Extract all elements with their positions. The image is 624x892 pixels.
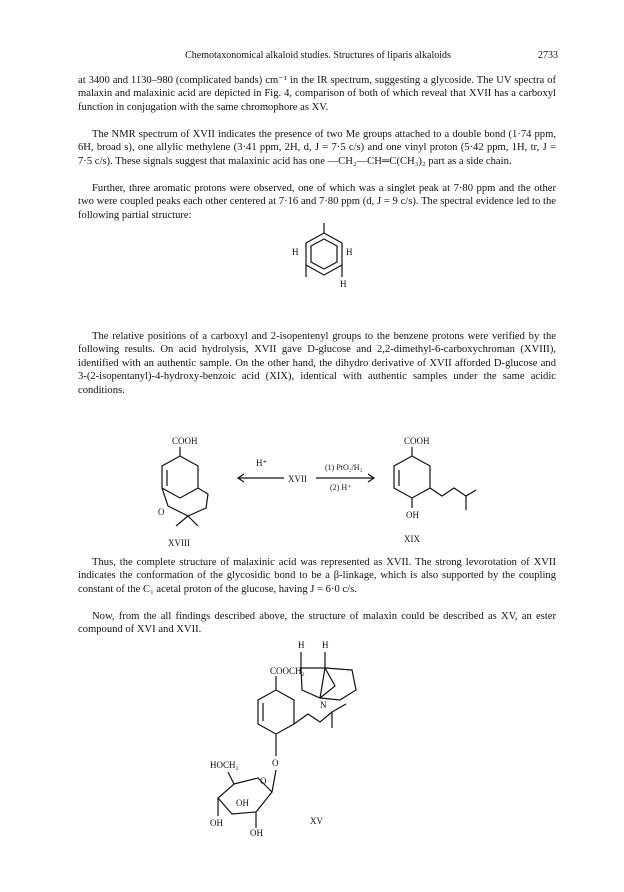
pyrrolidine-ring-b	[320, 668, 356, 700]
paragraph-malaxin: Now, from the all findings described above, the structure of malaxin could be described as XV, an ester compound of XVI and XVII.	[78, 611, 556, 636]
pyrrolidine-ring-a	[301, 668, 335, 698]
partial-structure-diagram	[280, 225, 370, 305]
glycosidic-oxygen-label: O	[272, 758, 279, 768]
ester-label: COOCH₂	[270, 666, 305, 676]
nitrogen-label: N	[320, 700, 327, 710]
hydroxyl-2-label: OH	[210, 818, 223, 828]
proton-label-left: H	[292, 247, 299, 257]
reaction-scheme-diagram	[120, 434, 520, 549]
acid-label: H⁺	[256, 458, 268, 468]
methyl-bond-1	[188, 516, 198, 526]
malaxin-structure-diagram	[180, 638, 440, 838]
compound-label-xv: XV	[310, 816, 323, 826]
page-number: 2733	[538, 50, 558, 61]
hydroxyl-1-label: OH	[236, 798, 249, 808]
paragraph-structure: Thus, the complete structure of malaxinic acid was represented as XVII. The strong levorotation of XVII indicates the conformation of the glycosidic bond to be a β-linkage, which is also supported by the coupling constant of the C₁ acetal proton of the glucose, having J = 6·0 c/s.	[78, 557, 556, 595]
isopentenyl-branch-1	[332, 704, 346, 712]
paragraph-aromatic: Further, three aromatic protons were observed, one of which was a singlet peak at 7·80 ppm and the other two were coupled peaks each other centered at 7·16 and 7·80 ppm (d, J = 9 c/s). The spectral evidence led to the following partial structure:	[78, 183, 556, 221]
paragraph-ir: at 3400 and 1130–980 (complicated bands) cm⁻¹ in the IR spectrum, suggesting a glycoside. The UV spectra of malaxin and malaxinic acid are depicted in Fig. 4, comparison of both of which reveal that XVII has a carboxyl function in conjugation with the same chromophore as XV.	[78, 75, 556, 113]
compound-label-xix: XIX	[404, 534, 420, 544]
starting-compound-label: XVII	[288, 474, 307, 484]
oh-right-label: OH	[406, 510, 419, 520]
proton-label-right: H	[346, 247, 353, 257]
bond-anomeric	[272, 770, 276, 792]
ring-oxygen-label: O	[260, 776, 267, 786]
proton-label-bottom: H	[340, 279, 347, 289]
cooh-right-label: COOH	[404, 436, 430, 446]
isopentyl-chain	[430, 488, 476, 496]
pyrrolizidine-h-b: H	[322, 640, 329, 650]
benzene-inner-ring	[311, 239, 337, 269]
o-left-label: O	[158, 507, 165, 517]
methyl-bond-2	[176, 516, 188, 526]
reagent-step-1: (1) PtO₂/H₂	[325, 463, 363, 472]
hydroxymethyl-label: HOCH₂	[210, 760, 239, 770]
running-title: Chemotaxonomical alkaloid studies. Structures of liparis alkaloids	[185, 50, 451, 61]
bond-hydroxymethyl	[228, 772, 234, 784]
reagent-step-2: (2) H⁺	[330, 483, 352, 492]
compound-label-xviii: XVIII	[168, 538, 190, 548]
paragraph-nmr: The NMR spectrum of XVII indicates the presence of two Me groups attached to a double bond (1·74 ppm, 6H, broad s), one allylic methylene (3·41 ppm, 2H, d, J = 7·5 c/s) and one vinyl proton (5·42 ppm, 1H, tr, J = 7·5 c/s). These signals suggest that malaxinic acid has one —CH₂—CH═C(CH₃)₂ part as a side chain.	[78, 129, 556, 167]
paragraph-hydrolysis: The relative positions of a carboxyl and 2-isopentenyl groups to the benzene protons were verified by the following results. On acid hydrolysis, XVII gave D-glucose and 2,2-dimethyl-6-carboxychroman (XVIII), identified with an authentic sample. On the other hand, the dihydro derivative of XVII afforded D-glucose and 3-(2-isopentanyl)-4-hydroxy-benzoic acid (XIX), identical with authentic samples under the same acidic conditions.	[78, 331, 556, 396]
pyrrolizidine-h-a: H	[298, 640, 305, 650]
isopentenyl-chain	[294, 712, 332, 724]
hydroxyl-3-label: OH	[250, 828, 263, 838]
running-header	[78, 50, 558, 66]
cooh-left-label: COOH	[172, 436, 198, 446]
